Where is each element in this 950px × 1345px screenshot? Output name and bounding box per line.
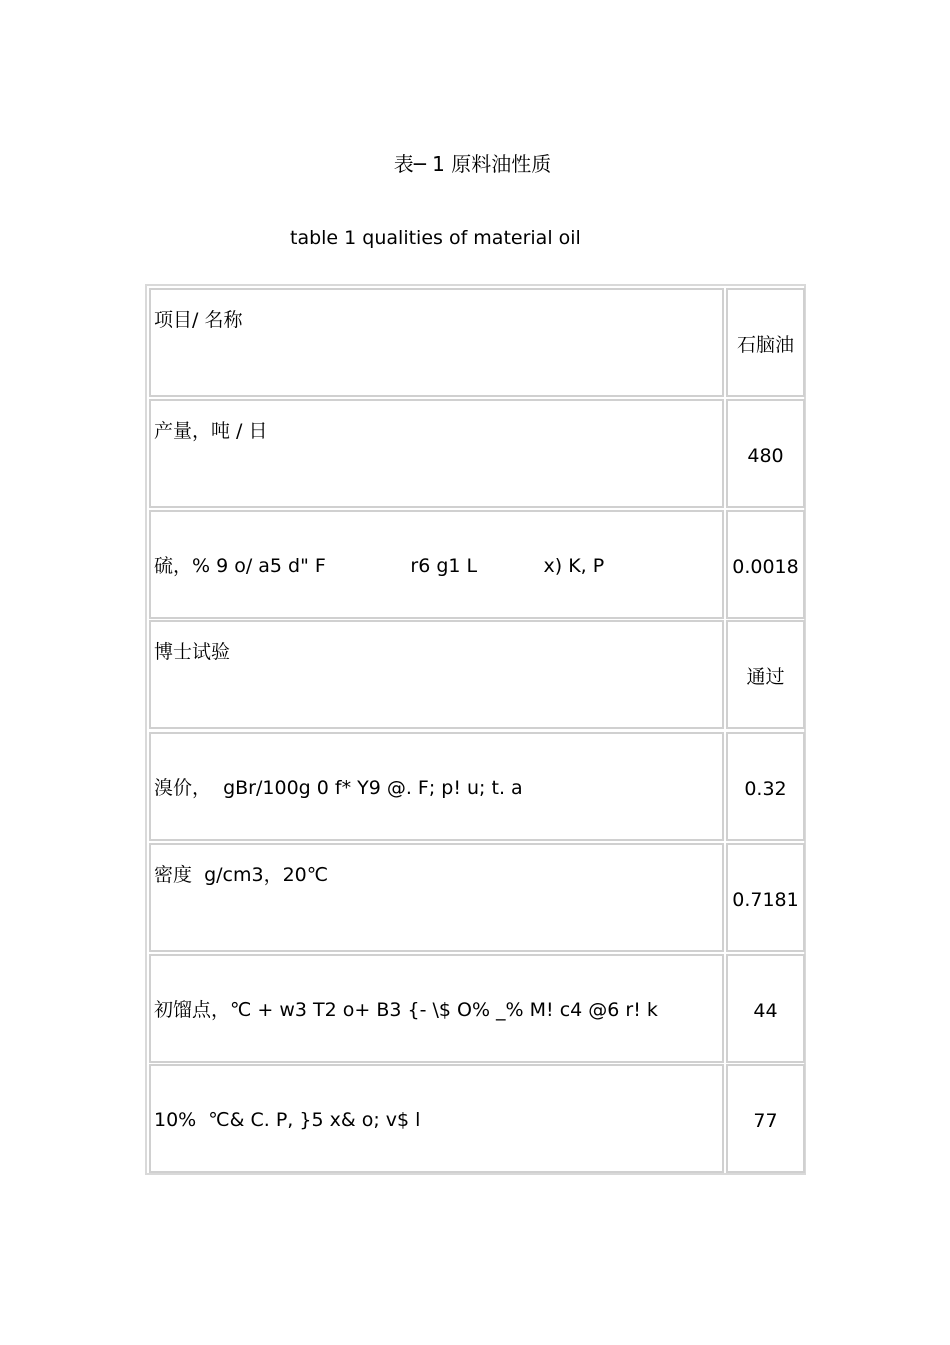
table-row [149, 288, 804, 397]
table-row [149, 732, 804, 841]
cell-text: 44 [753, 1000, 778, 1022]
cell-text: 0.32 [744, 778, 787, 800]
cell-text: 480 [747, 445, 784, 467]
table-row [149, 399, 804, 508]
cell-text: 硫，% 9 o/ a5 d" F r6 g1 L x) K, P [154, 555, 605, 577]
table-cell-name [149, 510, 724, 619]
table-cell-name [149, 732, 724, 841]
cell-text: 项目/ 名称 [154, 309, 243, 331]
table-cell-name [149, 1064, 724, 1173]
table-cell-value [726, 510, 805, 619]
cell-text: 0.0018 [732, 556, 799, 578]
table-row [149, 620, 804, 729]
table-cell-value [726, 620, 805, 729]
table-cell-value [726, 288, 805, 397]
cell-text: 0.7181 [732, 889, 799, 911]
material-oil-table [145, 284, 806, 1175]
table-cell-value [726, 954, 805, 1063]
cell-text: 溴价， gBr/100g 0 f* Y9 @. F; p! u; t. a [154, 777, 523, 799]
table-cell-name [149, 288, 724, 397]
table-cell-name [149, 620, 724, 729]
cell-text: 初馏点，℃ + w3 T2 o+ B3 {- \$ O% _% M! c4 @6 r! k [154, 999, 658, 1021]
cell-text: 77 [753, 1110, 778, 1132]
table-cell-value [726, 399, 805, 508]
table-row [149, 843, 804, 952]
cell-text: 博士试验 [154, 641, 231, 663]
table-row [149, 1064, 804, 1173]
table-cell-name [149, 954, 724, 1063]
table-cell-name [149, 399, 724, 508]
cell-text: 10% ℃& C. P, }5 x& o; v$ l [154, 1109, 421, 1131]
cell-text: 产量，吨 / 日 [154, 420, 268, 442]
table-cell-value [726, 732, 805, 841]
table-row [149, 954, 804, 1063]
table-row [149, 510, 804, 619]
table-cell-value [726, 1064, 805, 1173]
cell-text: 通过 [746, 666, 785, 688]
cell-text: 石脑油 [736, 334, 794, 356]
table-title-en: table 1 qualities of material oil [290, 227, 581, 249]
table-title-cn: 表─ 1 原料油性质 [393, 152, 552, 176]
table-cell-value [726, 843, 805, 952]
cell-text: 密度 g/cm3，20℃ [154, 864, 329, 886]
table-cell-name [149, 843, 724, 952]
